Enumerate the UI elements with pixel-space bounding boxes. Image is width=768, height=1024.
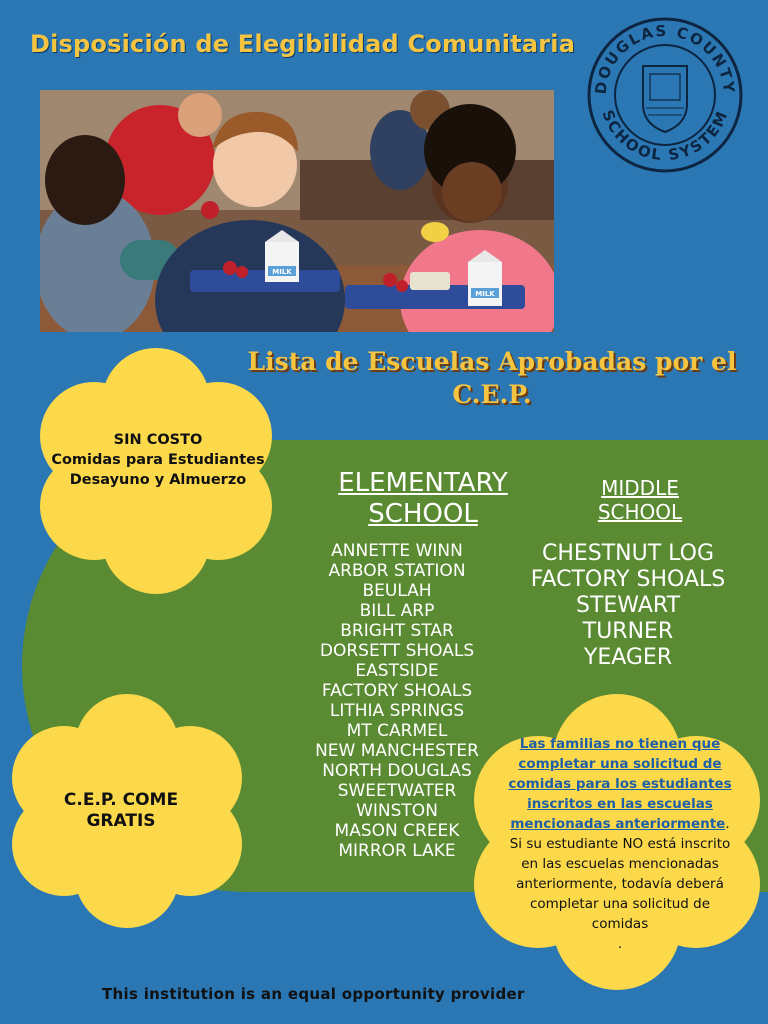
approved-schools-heading (222, 345, 762, 411)
list-item: FACTORY SHOALS (530, 567, 726, 592)
milk-label-1: MILK (272, 268, 292, 276)
elementary-header-line1: ELEMENTARY (338, 468, 508, 498)
list-item: BRIGHT STAR (340, 621, 454, 641)
svg-text:DOUGLAS COUNTY: DOUGLAS COUNTY (591, 21, 739, 96)
cep-free-line2: GRATIS (86, 811, 156, 831)
list-item: WINSTON (356, 801, 438, 821)
list-item: NORTH DOUGLAS (322, 761, 472, 781)
no-cost-meals-text (40, 430, 276, 490)
no-cost-line1: SIN COSTO (113, 432, 203, 448)
middle-school-header (572, 476, 708, 524)
list-item: SWEETWATER (337, 781, 457, 801)
list-item: NEW MANCHESTER (315, 741, 479, 761)
list-item: ANNETTE WINN (331, 541, 463, 561)
svg-text:SCHOOL SYSTEM: SCHOOL SYSTEM (598, 107, 732, 165)
notice-link-period: . (725, 816, 730, 832)
elementary-school-list (296, 541, 498, 861)
list-item: CHESTNUT LOG (541, 541, 715, 566)
cep-free-text (28, 790, 214, 832)
elementary-school-header (310, 468, 536, 530)
notice-trailing-period: . (617, 936, 623, 952)
list-item: DORSETT SHOALS (319, 641, 475, 661)
list-item: BEULAH (362, 581, 432, 601)
list-item: LITHIA SPRINGS (329, 701, 465, 721)
list-item: YEAGER (583, 645, 673, 670)
equal-opportunity-footer: This institution is an equal opportunity provider (102, 985, 525, 1003)
cep-free-line1: C.E.P. COME (63, 790, 179, 810)
elementary-header-line2: SCHOOL (368, 499, 478, 529)
county-seal-logo (586, 16, 744, 174)
notice-body-text: Si su estudiante NO está inscrito en las escuelas mencionadas anteriormente, todavía deberá completar una solicitud de comidas (509, 836, 731, 932)
list-item: MIRROR LAKE (338, 841, 456, 861)
application-notice (500, 734, 740, 954)
list-item: EASTSIDE (355, 661, 439, 681)
middle-header-line1: MIDDLE (601, 476, 679, 500)
approved-schools-heading-line1: Lista de Escuelas Aprobadas por el (247, 347, 737, 376)
list-item: ARBOR STATION (328, 561, 466, 581)
families-no-application-link[interactable]: Las familias no tienen que completar una solicitud de comidas para los estudiantes inscritos en las escuelas mencionadas anteriormente (508, 736, 732, 832)
students-lunch-photo (40, 90, 554, 332)
middle-header-line2: SCHOOL (597, 500, 683, 524)
middle-school-list (508, 541, 748, 671)
list-item: STEWART (575, 593, 681, 618)
list-item: FACTORY SHOALS (321, 681, 473, 701)
no-cost-line3: Desayuno y Almuerzo (69, 472, 247, 488)
list-item: BILL ARP (359, 601, 435, 621)
approved-schools-heading-line2: C.E.P. (452, 380, 532, 409)
milk-label-2: MILK (475, 290, 495, 298)
page-title: Disposición de Elegibilidad Comunitaria (30, 30, 576, 58)
list-item: MT CARMEL (346, 721, 448, 741)
no-cost-line2: Comidas para Estudiantes (51, 452, 265, 468)
list-item: MASON CREEK (334, 821, 460, 841)
list-item: TURNER (582, 619, 674, 644)
